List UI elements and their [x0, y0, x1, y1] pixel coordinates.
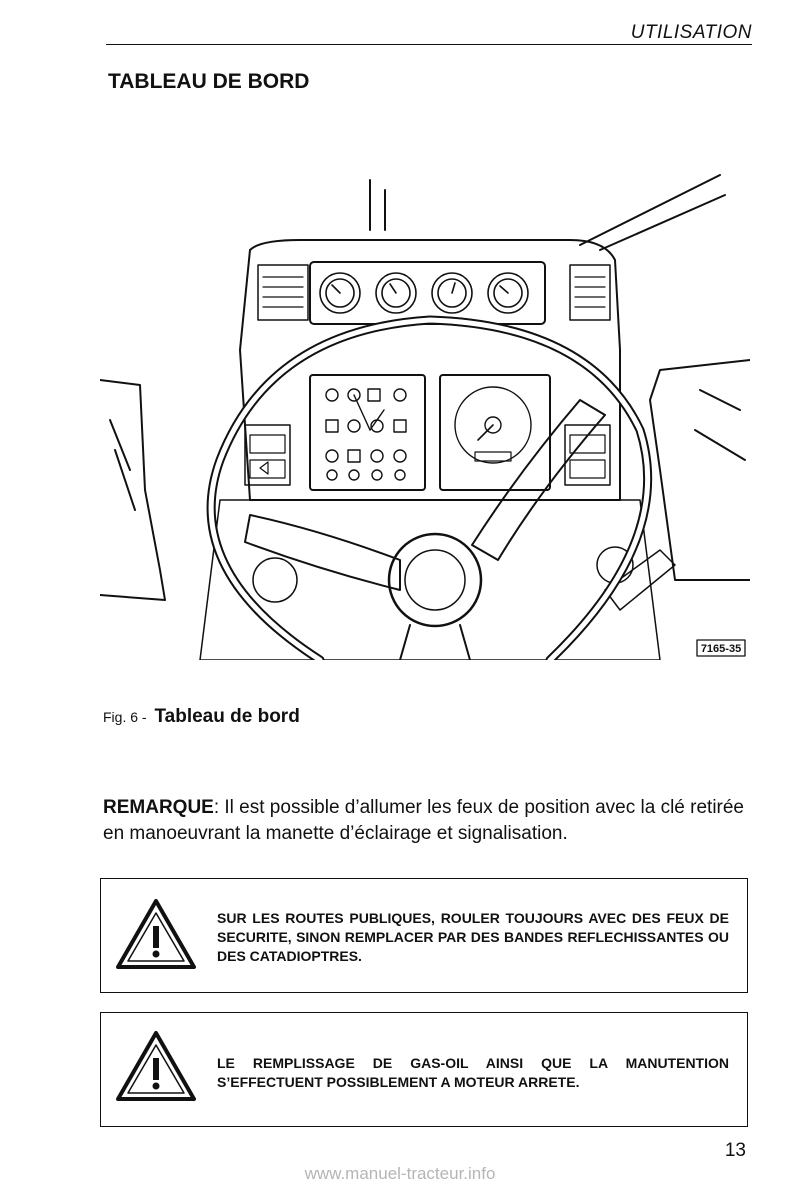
header-divider — [106, 44, 752, 45]
caption-title: Tableau de bord — [154, 706, 300, 727]
warning-triangle-icon — [115, 898, 197, 970]
caption-prefix: Fig. 6 - — [103, 709, 147, 725]
figure-ref-label: 7165-35 — [700, 643, 742, 655]
warning-text: LE REMPLISSAGE DE GAS-OIL AINSI QUE LA MANUTENTION S’EFFECTUENT POSSIBLEMENT A MOTEUR ARRETE. — [217, 1055, 729, 1090]
page-title: TABLEAU DE BORD — [108, 70, 310, 93]
warning-box-refueling — [100, 1012, 748, 1127]
figure-caption — [103, 706, 300, 728]
section-header: UTILISATION — [630, 22, 752, 43]
warning-box-road-safety — [100, 878, 748, 993]
warning-triangle-icon — [115, 1030, 197, 1102]
remark-text: : Il est possible d’allumer les feux de position avec la clé retirée en manoeuvrant la manette d’éclairage et signalisation. — [103, 797, 744, 844]
remark-label: REMARQUE — [103, 797, 214, 818]
remark-paragraph — [103, 795, 748, 847]
footer-url: www.manuel-tracteur.info — [304, 1164, 496, 1183]
warning-text: SUR LES ROUTES PUBLIQUES, ROULER TOUJOURS AVEC DES FEUX DE SECURITE, SINON REMPLACER PAR DES BANDES REFLECHISSANTES OU DES CATADIOPTRES. — [217, 910, 729, 964]
dashboard-illustration — [100, 170, 750, 660]
page-number: 13 — [724, 1140, 746, 1161]
